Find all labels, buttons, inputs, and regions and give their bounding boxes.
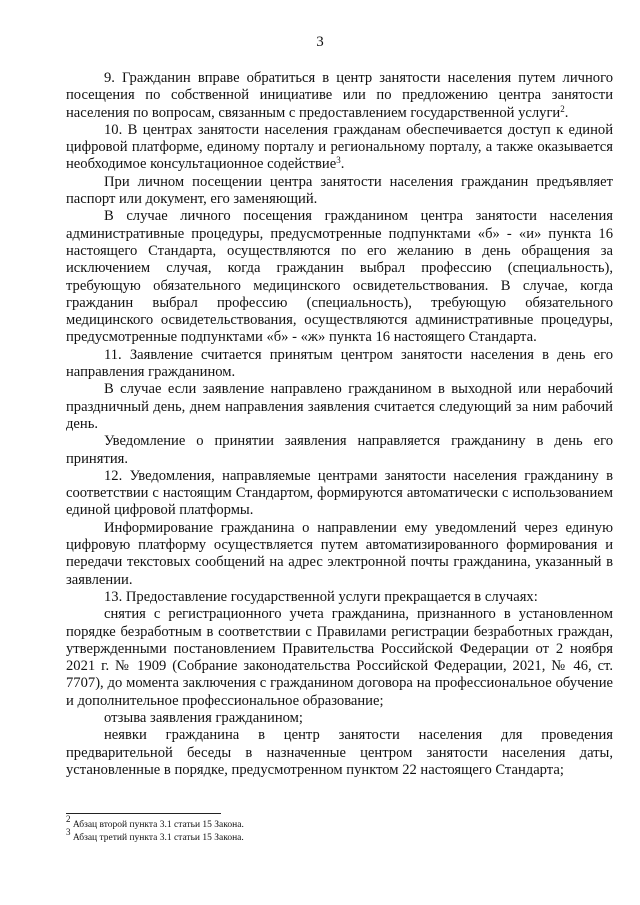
paragraph-13-withdrawal: отзыва заявления гражданином; — [104, 709, 303, 726]
footnotes — [66, 814, 613, 845]
paragraph-11-holiday: В случае если заявление направлено гражданином в выходной или нерабочий праздничный день, днем направления заявления считается следующий за ним рабочий день. — [66, 381, 613, 432]
paragraph-10: 10. В центрах занятости населения гражданам обеспечивается доступ к единой цифровой платформе, единому порталу и региональному порталу, а также оказывается необходимое консультационное содействие$^3$. — [66, 121, 613, 173]
paragraph-13-deregistration: снятия с регистрационного учета гражданина, признанного в установленном порядке безработным в соответствии с Правилами регистрации безработных граждан, утвержденными постановлением Правительства Российской Федерации от 2 ноября 2021 г. № 1909 (Собрание законодательства Российской Федерации, 2021, № 46, ст. 7707), до момента заключения с гражданином договора на профессиональное обучение и дополнительное профессиональное образование; — [66, 606, 613, 709]
paragraph-13-absence: неявки гражданина в центр занятости населения для проведения предварительной беседы в назначенные центром занятости населения даты, установленные в порядке, предусмотренном пунктом 22 настоящего Стандарта; — [66, 727, 613, 778]
footnote-ref-3: 3 — [336, 155, 341, 166]
footnote-ref-2: 2 — [560, 103, 565, 114]
footnote-divider — [66, 813, 221, 814]
paragraph-10-personal-visit: В случае личного посещения гражданином центра занятости населения административные процедуры, предусмотренные подпунктами «б» - «и» пункта 16 настоящего Стандарта, осуществляются по его желанию в день обращения за исключением случая, когда гражданин выбрал профессию (специальность), требующую обязательного медицинского освидетельствования. В случае, когда гражданин выбрал профессию (специальность), требующую обязательного медицинского освидетельствования, осуществляются административные процедуры, предусмотренные подпунктами «б» - «ж» пункта 16 настоящего Стандарта. — [66, 208, 613, 346]
footnote-2: $^2$ Абзац второй пункта 3.1 статьи 15 Закона. — [66, 814, 244, 830]
paragraph-11: 11. Заявление считается принятым центром занятости населения в день его направления гражданином. — [66, 346, 613, 381]
document-body — [66, 70, 613, 779]
paragraph-10-passport: При личном посещении центра занятости населения гражданин предъявляет паспорт или документ, его заменяющий. — [66, 173, 613, 208]
paragraph-9: 9. Гражданин вправе обратиться в центр занятости населения путем личного посещения по собственной инициативе или по предложению центра занятости населения по вопросам, связанным с предоставлением государственной услуги$^2$. — [66, 70, 613, 121]
paragraph-12-informing: Информирование гражданина о направлении ему уведомлений через единую цифровую платформу осуществляется путем автоматизированного формирования и передачи текстовых сообщений на адрес электронной почты гражданина, указанный в заявлении. — [66, 519, 613, 588]
page-number: 3 — [316, 34, 324, 50]
paragraph-12: 12. Уведомления, направляемые центрами занятости населения гражданину в соответствии с настоящим Стандартом, формируются автоматически с использованием единой цифровой платформы. — [66, 467, 613, 519]
paragraph-13: 13. Предоставление государственной услуги прекращается в случаях: — [104, 588, 538, 605]
footnote-3: $^3$ Абзац третий пункта 3.1 статьи 15 Закона. — [66, 827, 244, 843]
paragraph-11-notice: Уведомление о принятии заявления направляется гражданину в день его принятия. — [66, 433, 613, 467]
